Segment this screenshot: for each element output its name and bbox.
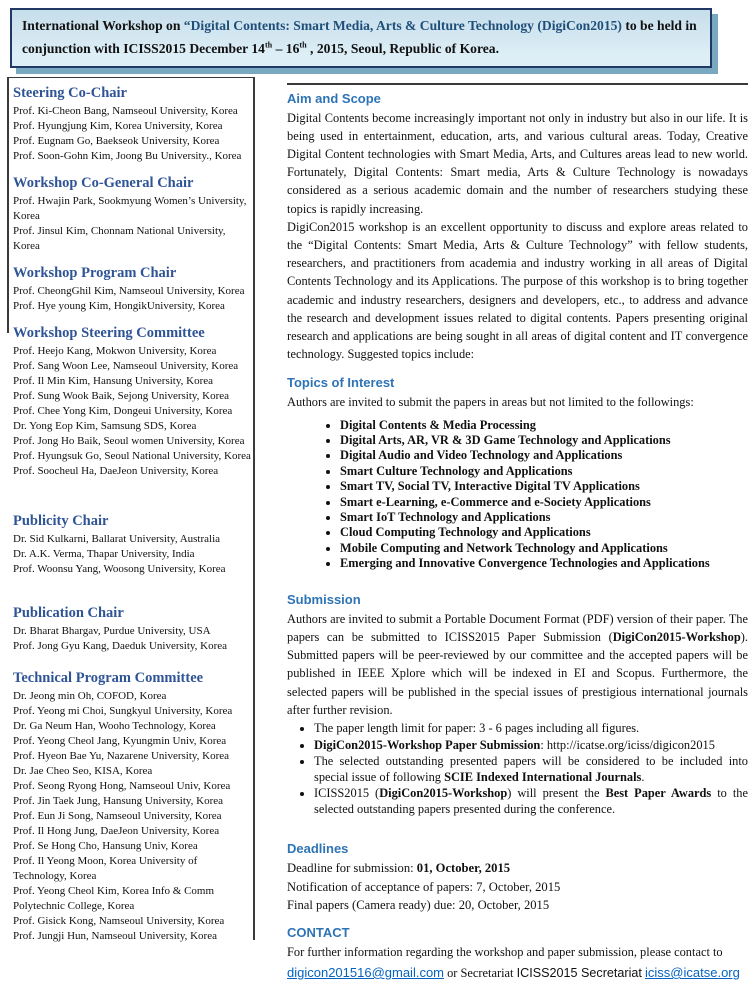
text-segment: Final papers (Camera ready) due: 20, October, 2015: [287, 898, 550, 913]
section-heading: Workshop Steering Committee: [13, 325, 205, 341]
committee-section: [13, 325, 252, 479]
member-row: Prof. Gisick Kong, Namseoul University, Korea: [13, 915, 225, 927]
member-row: Prof. Yeong Cheol Jang, Kyungmin Univ, Korea: [13, 735, 227, 747]
text-segment: DigiCon2015-Workshop Paper Submission: [314, 737, 541, 752]
committee-section: [13, 85, 252, 164]
text-segment: SCIE Indexed International Journals: [444, 769, 642, 784]
member-row: Prof. Il Hong Jung, DaeJeon University, Korea: [13, 825, 220, 837]
member-row: Prof. Il Yeong Moon, Korea University of Technology, Korea: [13, 855, 198, 882]
member-row: Dr. Jae Cheo Seo, KISA, Korea: [13, 765, 153, 777]
member-row: Prof. Eun Ji Song, Namseoul University, Korea: [13, 810, 222, 822]
member-row: Prof. Seong Ryong Hong, Namseoul Univ, Korea: [13, 780, 231, 792]
deadlines-heading: Deadlines: [287, 841, 349, 857]
member-row: Prof. Jinsul Kim, Chonnam National University, Korea: [13, 225, 226, 252]
text-segment: The selected outstanding presented papers will be considered to be included into special issue of following: [314, 754, 748, 784]
right-column-rule: [287, 83, 748, 85]
submission-bullet: [314, 786, 748, 817]
member-row: Dr. Bharat Bhargav, Purdue University, USA: [13, 625, 211, 637]
member-row: Prof. Yeong Cheol Kim, Korea Info & Comm Polytechnic College, Korea: [13, 885, 215, 912]
text-segment: Authors are invited to submit a Portable Document Format (PDF) version of their paper. The papers can be submitted to ICISS2015 Paper Submission (: [287, 611, 748, 644]
email-link[interactable]: iciss@icatse.org: [645, 964, 740, 980]
section-heading: Publication Chair: [13, 605, 124, 621]
aim-heading: Aim and Scope: [287, 90, 381, 106]
text-segment: th: [299, 40, 307, 50]
topic-list: [287, 418, 748, 572]
left-box-border: [7, 78, 9, 333]
section-heading: Technical Program Committee: [13, 670, 204, 686]
member-row: Prof. Jong Ho Baik, Seoul women University, Korea: [13, 435, 245, 447]
member-row: Prof. Jong Gyu Kang, Daeduk University, Korea: [13, 640, 228, 652]
member-list: [13, 689, 252, 944]
member-row: Prof. Ki-Cheon Bang, Namseoul University, Korea: [13, 105, 238, 117]
text-segment: to be held in conjunction with ICISS2015 December 14: [22, 18, 697, 56]
text-segment: th: [264, 40, 273, 50]
member-row: Prof. Heejo Kang, Mokwon University, Korea: [13, 345, 217, 357]
email-link[interactable]: digicon201516@gmail.com: [287, 964, 445, 980]
text-segment: DigiCon2015-Workshop: [379, 786, 508, 801]
topic-item: • Mobile Computing and Network Technology and Applications: [340, 541, 748, 556]
text-segment: ) will present the: [507, 786, 606, 801]
topics-heading: Topics of Interest: [287, 375, 395, 391]
member-row: Prof. Soon-Gohn Kim, Joong Bu University., Korea: [13, 150, 242, 162]
committee-section: [13, 265, 252, 314]
member-row: Prof. Chee Yong Kim, Dongeui University, Korea: [13, 405, 233, 417]
member-row: Dr. Yong Eop Kim, Samsung SDS, Korea: [13, 420, 197, 432]
header-banner: [10, 8, 712, 68]
member-list: [13, 284, 252, 314]
section-heading: Workshop Program Chair: [13, 265, 177, 281]
contact-line-2: [287, 964, 748, 982]
text-segment: International Workshop on: [22, 18, 184, 33]
committee-section: [13, 605, 252, 654]
text-segment: Best Paper Awards: [605, 786, 712, 801]
committee-sections: [13, 85, 252, 944]
text-segment: ICISS2015 (: [314, 786, 380, 801]
text-segment: “Digital Contents: Smart Media, Arts & Culture Technology (DigiCon2015): [183, 18, 622, 33]
column-divider: [253, 77, 255, 940]
text-segment: : http://icatse.org/iciss/digicon2015: [540, 737, 715, 752]
topic-item: • Digital Arts, AR, VR & 3D Game Technology and Applications: [340, 433, 748, 448]
member-list: [13, 624, 252, 654]
member-row: Dr. A.K. Verma, Thapar University, India: [13, 548, 195, 560]
member-row: Prof. Hyungsuk Go, Seoul National University, Korea: [13, 450, 251, 462]
text-segment: DigiCon2015-Workshop: [612, 629, 741, 644]
member-row: Prof. Jungji Hun, Namseoul University, Korea: [13, 930, 217, 942]
topic-item: • Smart IoT Technology and Applications: [340, 510, 748, 525]
deadline-line: [287, 878, 748, 896]
workshop-title: [22, 14, 700, 60]
text-segment: – 16: [272, 41, 300, 56]
text-segment: Notification of acceptance of papers: 7, October, 2015: [287, 879, 561, 894]
member-list: [13, 532, 252, 577]
section-heading: Workshop Co-General Chair: [13, 175, 194, 191]
topic-item: • Emerging and Innovative Convergence Technologies and Applications: [340, 556, 748, 571]
member-row: Prof. Eugnam Go, Baekseok University, Korea: [13, 135, 220, 147]
section-heading: Steering Co-Chair: [13, 85, 127, 101]
submission-bullet: [314, 738, 748, 754]
member-row: Prof. Hyeon Bae Yu, Nazarene University, Korea: [13, 750, 230, 762]
member-row: Prof. Hwajin Park, Sookmyung Women’s University, Korea: [13, 195, 247, 222]
member-row: Prof. Yeong mi Choi, Sungkyul University, Korea: [13, 705, 233, 717]
committee-section: [13, 670, 252, 944]
text-segment: Deadline for submission:: [287, 861, 417, 876]
member-row: Prof. Sung Wook Baik, Sejong University, Korea: [13, 390, 230, 402]
deadline-line: [287, 859, 748, 877]
member-row: Prof. CheongGhil Kim, Namseoul University, Korea: [13, 285, 245, 297]
text-segment: to the selected outstanding papers presented during the conference.: [314, 786, 748, 816]
submission-bullet: [314, 754, 748, 785]
committee-section: [13, 513, 252, 577]
text-segment: , 2015, Seoul, Republic of Korea.: [306, 41, 499, 56]
member-row: Prof. Soocheul Ha, DaeJeon University, Korea: [13, 465, 219, 477]
member-list: [13, 104, 252, 164]
text-segment: or Secretariat: [444, 965, 517, 980]
text-segment: .: [641, 769, 645, 784]
submission-heading: Submission: [287, 591, 361, 607]
member-row: Prof. Se Hong Cho, Hansung Univ, Korea: [13, 840, 198, 852]
member-row: Prof. Il Min Kim, Hansung University, Korea: [13, 375, 214, 387]
text-segment: 01, October, 2015: [416, 861, 511, 876]
section-heading: Publicity Chair: [13, 513, 109, 529]
topic-item: • Cloud Computing Technology and Applications: [340, 525, 748, 540]
text-segment: ). Submitted papers will be peer-reviewed by our committee and the accepted papers will be published in IEEE Xplore which will be indexed in EI and Scopus. Furthermore, the selected papers will be published in the special issues of prestigious international journals after further revision.: [287, 629, 748, 717]
member-row: Dr. Jeong min Oh, COFOD, Korea: [13, 690, 167, 702]
topics-intro: Authors are invited to submit the papers in areas but not limited to the followings:: [287, 395, 694, 410]
member-row: Prof. Hyungjung Kim, Korea University, Korea: [13, 120, 223, 132]
submission-bullet-list: [287, 721, 748, 818]
member-list: [13, 344, 252, 479]
deadline-line: [287, 896, 748, 914]
right-column: [287, 77, 748, 982]
submission-bullet: [314, 721, 748, 737]
member-row: Prof. Jin Taek Jung, Hansung University, Korea: [13, 795, 224, 807]
left-column: [7, 77, 254, 944]
topic-item: • Digital Contents & Media Processing: [340, 418, 748, 433]
submission-paragraph: [287, 610, 748, 719]
contact-line-1: For further information regarding the workshop and paper submission, please contact to: [287, 944, 723, 959]
contact-heading: CONTACT: [287, 924, 350, 940]
topic-item: • Smart Culture Technology and Applications: [340, 464, 748, 479]
member-list: [13, 194, 252, 254]
committee-section: [13, 175, 252, 254]
topic-item: • Smart e-Learning, e-Commerce and e-Society Applications: [340, 495, 748, 510]
aim-paragraph-2: DigiCon2015 workshop is an excellent opportunity to discuss and explore areas related to the “Digital Contents: Smart Media, Arts & Culture Technology” with fellow students, researchers, and practitioners from academia and industry working in all areas of Digital Contents Technology and its Applications. The purpose of this workshop is to bring together academic and industry researchers, designers and developers, etc., to address and advance the research and development issues related to digital contents. Papers presenting original research and applications are being sought in all areas of digital content and IT convergence technology. Suggested topics include:: [287, 219, 748, 362]
member-row: Prof. Hye young Kim, HongikUniversity, Korea: [13, 300, 225, 312]
member-row: Prof. Woonsu Yang, Woosong University, Korea: [13, 563, 226, 575]
member-row: Prof. Sang Woon Lee, Namseoul University, Korea: [13, 360, 239, 372]
deadline-lines: [287, 859, 748, 914]
text-segment: The paper length limit for paper: 3 - 6 pages including all figures.: [314, 720, 640, 735]
member-row: Dr. Sid Kulkarni, Ballarat University, Australia: [13, 533, 221, 545]
aim-paragraph-1: Digital Contents become increasingly important not only in industry but also in our life. It is being used in entertainment, education, arts, and various cultural areas. Today, Creative Digital Content technologies with Smart Media, Arts, and Cultures areas lead to new world. Fortunately, Digital Contents: Smart media, Arts & Culture Technology is nowadays considered as a serious academic domain and the number of researchers studying these topics is rapidly increasing.: [287, 110, 748, 216]
topic-item: • Digital Audio and Video Technology and Applications: [340, 448, 748, 463]
topic-item: • Smart TV, Social TV, Interactive Digital TV Applications: [340, 479, 748, 494]
member-row: Dr. Ga Neum Han, Wooho Technology, Korea: [13, 720, 216, 732]
text-segment: ICISS2015 Secretariat: [516, 965, 642, 980]
